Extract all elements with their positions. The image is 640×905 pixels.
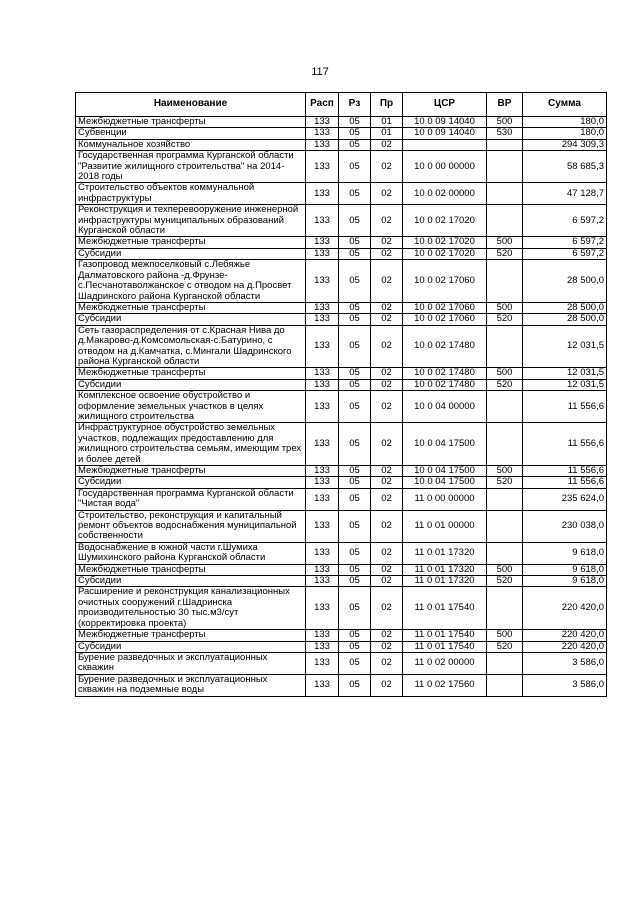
cell-rz: 05 — [339, 477, 371, 488]
table-row — [76, 564, 607, 575]
cell-name: Субсидии — [76, 576, 306, 587]
cell-csr: 10 0 02 17020 — [403, 237, 487, 248]
cell-sum: 230 038,0 — [523, 510, 607, 542]
cell-rasp: 133 — [306, 576, 339, 587]
cell-rz: 05 — [339, 325, 371, 368]
cell-pr: 02 — [371, 391, 403, 423]
cell-vr: 520 — [487, 314, 523, 325]
table-row — [76, 542, 607, 564]
header-rasp: Расп — [306, 93, 339, 117]
cell-sum: 6 597,2 — [523, 205, 607, 237]
cell-rz: 05 — [339, 128, 371, 139]
cell-csr: 10 0 02 00000 — [403, 183, 487, 205]
cell-rasp: 133 — [306, 587, 339, 630]
cell-pr: 01 — [371, 117, 403, 128]
cell-sum: 294 309,3 — [523, 139, 607, 150]
cell-name: Реконструкция и техперевооружение инженерной инфраструктуры муниципальных образований Курганской области — [76, 205, 306, 237]
cell-rz: 05 — [339, 205, 371, 237]
header-pr: Пр — [371, 93, 403, 117]
cell-vr — [487, 151, 523, 183]
cell-rasp: 133 — [306, 477, 339, 488]
cell-sum: 220 420,0 — [523, 630, 607, 641]
cell-name: Межбюджетные трансферты — [76, 237, 306, 248]
cell-rz: 05 — [339, 151, 371, 183]
cell-rasp: 133 — [306, 641, 339, 652]
cell-rasp: 133 — [306, 314, 339, 325]
cell-csr: 10 0 02 17060 — [403, 314, 487, 325]
cell-pr: 02 — [371, 368, 403, 379]
table-row — [76, 237, 607, 248]
cell-pr: 02 — [371, 630, 403, 641]
cell-vr — [487, 587, 523, 630]
cell-rasp: 133 — [306, 542, 339, 564]
cell-rz: 05 — [339, 488, 371, 510]
cell-csr: 11 0 01 17320 — [403, 542, 487, 564]
table-row — [76, 641, 607, 652]
table-row — [76, 151, 607, 183]
cell-csr: 10 0 04 17500 — [403, 477, 487, 488]
table-row — [76, 139, 607, 150]
cell-sum: 3 586,0 — [523, 674, 607, 696]
cell-rasp: 133 — [306, 128, 339, 139]
cell-name: Инфраструктурное обустройство земельных участков, подлежащих предоставлению для жилищного строительства семьям, имеющим трех и более детей — [76, 423, 306, 466]
cell-pr: 02 — [371, 488, 403, 510]
cell-sum: 28 500,0 — [523, 314, 607, 325]
cell-rasp: 133 — [306, 466, 339, 477]
cell-rz: 05 — [339, 542, 371, 564]
cell-vr — [487, 139, 523, 150]
table-row — [76, 466, 607, 477]
cell-name: Бурение разведочных и эксплуатационных скважин — [76, 652, 306, 674]
cell-pr: 02 — [371, 237, 403, 248]
cell-vr — [487, 183, 523, 205]
cell-rz: 05 — [339, 641, 371, 652]
page-number: 117 — [311, 66, 329, 78]
cell-rasp: 133 — [306, 488, 339, 510]
cell-sum: 12 031,5 — [523, 379, 607, 390]
cell-rz: 05 — [339, 260, 371, 303]
cell-rz: 05 — [339, 423, 371, 466]
cell-csr: 11 0 01 00000 — [403, 510, 487, 542]
cell-rz: 05 — [339, 466, 371, 477]
cell-vr — [487, 260, 523, 303]
cell-sum: 11 556,6 — [523, 391, 607, 423]
cell-name: Межбюджетные трансферты — [76, 368, 306, 379]
cell-pr: 02 — [371, 576, 403, 587]
cell-csr: 11 0 01 17320 — [403, 564, 487, 575]
cell-csr: 10 0 02 17480 — [403, 325, 487, 368]
cell-name: Субсидии — [76, 379, 306, 390]
table-row — [76, 652, 607, 674]
cell-name: Субвенции — [76, 128, 306, 139]
cell-name: Межбюджетные трансферты — [76, 466, 306, 477]
cell-rasp: 133 — [306, 674, 339, 696]
cell-rasp: 133 — [306, 139, 339, 150]
cell-vr: 500 — [487, 564, 523, 575]
cell-csr: 10 0 09 14040 — [403, 117, 487, 128]
cell-vr — [487, 205, 523, 237]
cell-vr — [487, 542, 523, 564]
cell-name: Государственная программа Курганской области "Чистая вода" — [76, 488, 306, 510]
cell-pr: 02 — [371, 652, 403, 674]
cell-rz: 05 — [339, 587, 371, 630]
cell-sum: 6 597,2 — [523, 248, 607, 259]
cell-name: Строительство объектов коммунальной инфраструктуры — [76, 183, 306, 205]
cell-rasp: 133 — [306, 379, 339, 390]
cell-rasp: 133 — [306, 325, 339, 368]
cell-vr — [487, 325, 523, 368]
cell-csr: 10 0 09 14040 — [403, 128, 487, 139]
cell-pr: 02 — [371, 325, 403, 368]
cell-pr: 02 — [371, 183, 403, 205]
cell-vr: 500 — [487, 368, 523, 379]
cell-vr: 520 — [487, 477, 523, 488]
cell-rz: 05 — [339, 314, 371, 325]
cell-name: Сеть газораспределения от с.Красная Нива до д.Макарово-д.Комсомольская-с.Батурино, с отводом на д.Камчатка, с.Мингали Шадринского района Курганской области — [76, 325, 306, 368]
cell-vr — [487, 652, 523, 674]
cell-csr: 10 0 02 17480 — [403, 368, 487, 379]
cell-pr: 02 — [371, 510, 403, 542]
cell-name: Субсидии — [76, 641, 306, 652]
cell-rz: 05 — [339, 117, 371, 128]
cell-csr: 11 0 01 17540 — [403, 587, 487, 630]
table-row — [76, 510, 607, 542]
cell-vr: 500 — [487, 466, 523, 477]
cell-pr: 02 — [371, 542, 403, 564]
cell-pr: 02 — [371, 314, 403, 325]
cell-vr: 520 — [487, 641, 523, 652]
cell-sum: 3 586,0 — [523, 652, 607, 674]
cell-csr — [403, 139, 487, 150]
cell-rz: 05 — [339, 576, 371, 587]
cell-pr: 02 — [371, 248, 403, 259]
cell-name: Межбюджетные трансферты — [76, 564, 306, 575]
cell-name: Субсидии — [76, 477, 306, 488]
cell-rz: 05 — [339, 391, 371, 423]
cell-name: Газопровод межпоселковый с.Лебяжье Далматовского района -д.Фрунзе-с.Песчанотаволжанское с отводом на д.Просвет Шадринского района Курганской области — [76, 260, 306, 303]
cell-vr: 500 — [487, 237, 523, 248]
cell-sum: 12 031,5 — [523, 368, 607, 379]
table-row — [76, 205, 607, 237]
table-header-row — [76, 93, 607, 117]
cell-sum: 220 420,0 — [523, 641, 607, 652]
cell-pr: 02 — [371, 564, 403, 575]
cell-pr: 02 — [371, 302, 403, 313]
cell-rasp: 133 — [306, 151, 339, 183]
cell-rasp: 133 — [306, 117, 339, 128]
cell-csr: 11 0 00 00000 — [403, 488, 487, 510]
cell-csr: 10 0 02 17480 — [403, 379, 487, 390]
cell-vr — [487, 423, 523, 466]
cell-rz: 05 — [339, 248, 371, 259]
table-row — [76, 477, 607, 488]
cell-vr — [487, 391, 523, 423]
table-row — [76, 379, 607, 390]
cell-csr: 10 0 02 17060 — [403, 302, 487, 313]
cell-rasp: 133 — [306, 564, 339, 575]
cell-pr: 02 — [371, 641, 403, 652]
cell-rasp: 133 — [306, 260, 339, 303]
cell-rasp: 133 — [306, 510, 339, 542]
table-row — [76, 128, 607, 139]
cell-pr: 02 — [371, 477, 403, 488]
cell-csr: 11 0 01 17540 — [403, 641, 487, 652]
cell-csr: 10 0 02 17060 — [403, 260, 487, 303]
cell-rasp: 133 — [306, 237, 339, 248]
cell-sum: 235 624,0 — [523, 488, 607, 510]
cell-rz: 05 — [339, 564, 371, 575]
cell-csr: 10 0 04 17500 — [403, 423, 487, 466]
cell-rasp: 133 — [306, 630, 339, 641]
cell-csr: 10 0 04 17500 — [403, 466, 487, 477]
cell-rasp: 133 — [306, 423, 339, 466]
cell-pr: 02 — [371, 466, 403, 477]
cell-rz: 05 — [339, 302, 371, 313]
table-row — [76, 576, 607, 587]
cell-vr — [487, 488, 523, 510]
header-vr: ВР — [487, 93, 523, 117]
cell-rasp: 133 — [306, 391, 339, 423]
cell-vr: 520 — [487, 576, 523, 587]
cell-sum: 220 420,0 — [523, 587, 607, 630]
cell-pr: 02 — [371, 379, 403, 390]
cell-csr: 10 0 00 00000 — [403, 151, 487, 183]
cell-name: Государственная программа Курганской области "Развитие жилищного строительства" на 2014-2018 годы — [76, 151, 306, 183]
cell-csr: 10 0 02 17020 — [403, 205, 487, 237]
table-row — [76, 260, 607, 303]
cell-sum: 9 618,0 — [523, 564, 607, 575]
cell-rz: 05 — [339, 368, 371, 379]
cell-vr: 500 — [487, 117, 523, 128]
cell-sum: 180,0 — [523, 117, 607, 128]
cell-rasp: 133 — [306, 368, 339, 379]
cell-sum: 6 597,2 — [523, 237, 607, 248]
cell-rz: 05 — [339, 630, 371, 641]
cell-sum: 28 500,0 — [523, 260, 607, 303]
cell-rz: 05 — [339, 674, 371, 696]
cell-name: Межбюджетные трансферты — [76, 117, 306, 128]
cell-name: Межбюджетные трансферты — [76, 302, 306, 313]
cell-name: Комплексное освоение обустройство и оформление земельных участков в целях жилищного строительства — [76, 391, 306, 423]
cell-rz: 05 — [339, 139, 371, 150]
cell-csr: 10 0 04 00000 — [403, 391, 487, 423]
cell-pr: 02 — [371, 260, 403, 303]
cell-pr: 02 — [371, 674, 403, 696]
table-row — [76, 117, 607, 128]
table-row — [76, 488, 607, 510]
budget-table-container — [75, 92, 606, 697]
cell-sum: 11 556,6 — [523, 423, 607, 466]
cell-vr — [487, 510, 523, 542]
cell-rz: 05 — [339, 237, 371, 248]
cell-csr: 11 0 01 17540 — [403, 630, 487, 641]
cell-csr: 11 0 01 17320 — [403, 576, 487, 587]
cell-rasp: 133 — [306, 183, 339, 205]
cell-rz: 05 — [339, 510, 371, 542]
table-row — [76, 391, 607, 423]
cell-name: Межбюджетные трансферты — [76, 630, 306, 641]
cell-csr: 11 0 02 00000 — [403, 652, 487, 674]
cell-vr: 500 — [487, 302, 523, 313]
cell-vr: 520 — [487, 379, 523, 390]
cell-rasp: 133 — [306, 248, 339, 259]
cell-sum: 11 556,6 — [523, 466, 607, 477]
cell-vr: 530 — [487, 128, 523, 139]
table-row — [76, 248, 607, 259]
header-rz: Рз — [339, 93, 371, 117]
cell-name: Расширение и реконструкция канализационных очистных сооружений г.Шадринска производительностью 30 тыс.м3/сут (корректировка проекта) — [76, 587, 306, 630]
table-row — [76, 314, 607, 325]
cell-pr: 02 — [371, 139, 403, 150]
cell-rz: 05 — [339, 379, 371, 390]
cell-sum: 28 500,0 — [523, 302, 607, 313]
cell-csr: 10 0 02 17020 — [403, 248, 487, 259]
cell-pr: 02 — [371, 205, 403, 237]
cell-csr: 11 0 02 17560 — [403, 674, 487, 696]
cell-sum: 9 618,0 — [523, 542, 607, 564]
cell-pr: 01 — [371, 128, 403, 139]
cell-pr: 02 — [371, 151, 403, 183]
cell-name: Субсидии — [76, 248, 306, 259]
cell-name: Водоснабжение в южной части г.Шумиха Шумихинского района Курганской области — [76, 542, 306, 564]
cell-name: Строительство, реконструкция и капитальный ремонт объектов водоснабжения муниципальной собственности — [76, 510, 306, 542]
cell-rz: 05 — [339, 183, 371, 205]
cell-rasp: 133 — [306, 652, 339, 674]
cell-vr: 520 — [487, 248, 523, 259]
header-sum: Сумма — [523, 93, 607, 117]
table-row — [76, 325, 607, 368]
cell-vr: 500 — [487, 630, 523, 641]
cell-vr — [487, 674, 523, 696]
table-row — [76, 368, 607, 379]
cell-rasp: 133 — [306, 205, 339, 237]
cell-sum: 47 128,7 — [523, 183, 607, 205]
cell-rasp: 133 — [306, 302, 339, 313]
budget-table — [75, 92, 607, 697]
cell-sum: 9 618,0 — [523, 576, 607, 587]
cell-name: Коммунальное хозяйство — [76, 139, 306, 150]
header-name: Наименование — [76, 93, 306, 117]
cell-pr: 02 — [371, 587, 403, 630]
cell-name: Бурение разведочных и эксплуатационных скважин на подземные воды — [76, 674, 306, 696]
cell-sum: 11 556,6 — [523, 477, 607, 488]
cell-pr: 02 — [371, 423, 403, 466]
cell-name: Субсидии — [76, 314, 306, 325]
cell-rz: 05 — [339, 652, 371, 674]
cell-sum: 180,0 — [523, 128, 607, 139]
cell-sum: 12 031,5 — [523, 325, 607, 368]
table-row — [76, 183, 607, 205]
cell-sum: 58 685,3 — [523, 151, 607, 183]
table-row — [76, 674, 607, 696]
table-row — [76, 423, 607, 466]
table-row — [76, 302, 607, 313]
header-csr: ЦСР — [403, 93, 487, 117]
table-row — [76, 587, 607, 630]
table-row — [76, 630, 607, 641]
